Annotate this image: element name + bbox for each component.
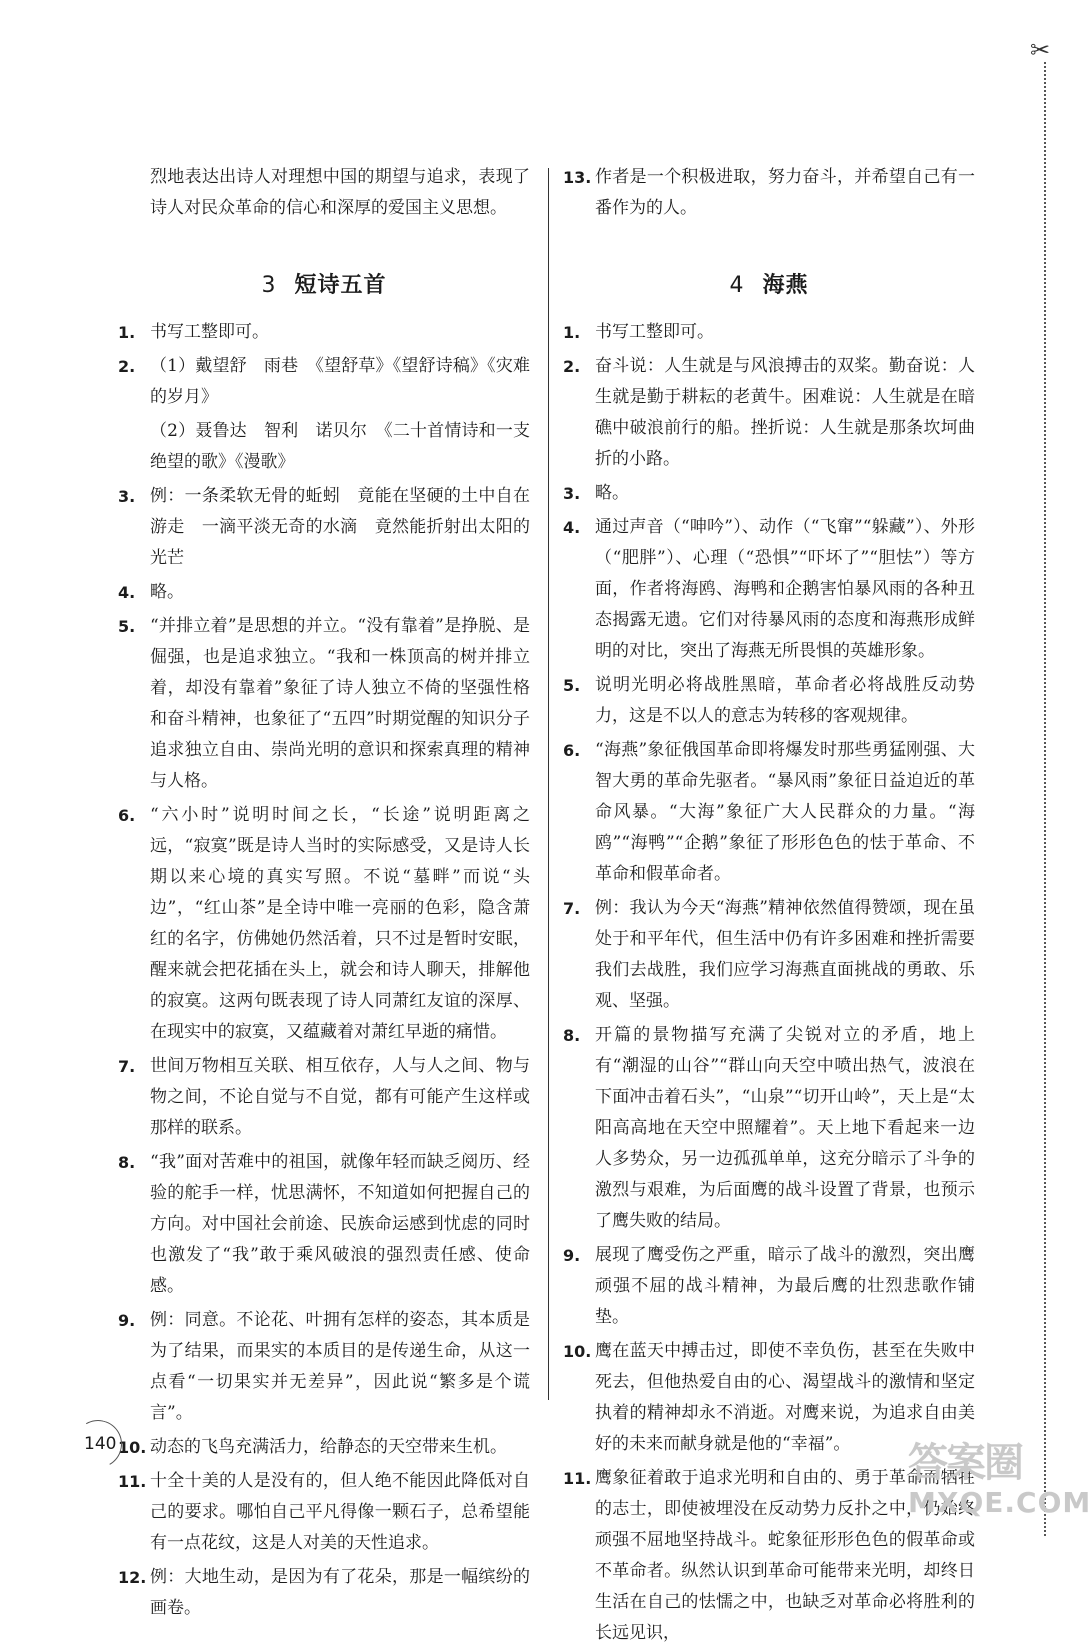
answer-item <box>118 317 530 348</box>
answer-item <box>563 893 975 1017</box>
watermark-line1: 答案圈 <box>908 1440 1022 1486</box>
answer-item <box>563 512 975 667</box>
item-number: 1. <box>118 323 136 342</box>
item-number: 8. <box>563 1026 581 1045</box>
item-number: 1. <box>563 323 581 342</box>
item-number: 13. <box>563 168 592 187</box>
watermark-line2: MXQE.COM <box>908 1486 1092 1519</box>
item-number: 9. <box>118 1311 136 1330</box>
section-title-3 <box>118 268 530 299</box>
item-number: 12. <box>118 1568 147 1587</box>
scissors-icon: ✂ <box>1030 36 1051 64</box>
item-number: 2. <box>563 357 581 376</box>
item-text: 鹰在蓝天中搏击过，即使不幸负伤，甚至在失败中死去，但他热爱自由的心、渴望战斗的激情和坚定执着的精神却永不消逝。对鹰来说，为追求自由美好的未来而献身就是他的“幸福”。 <box>595 1341 975 1454</box>
answer-item <box>118 1305 530 1429</box>
answer-item <box>118 577 530 608</box>
answer-subitem: （2）聂鲁达 智利 诺贝尔 《二十首情诗和一支绝望的歌》《漫歌》 <box>150 421 530 472</box>
item-text: “我”面对苦难中的祖国，就像年轻而缺乏阅历、经验的舵手一样，忧思满怀，不知道如何把握自己的方向。对中国社会前途、民族命运感到忧虑的同时也激发了“我”敢于乘风破浪的强烈责任感、使命感。 <box>150 1152 530 1296</box>
item-text: 通过声音（“呻吟”）、动作（“飞窜”“躲藏”）、外形（“肥胖”）、心理（“恐惧”“吓坏了”“胆怯”）等方面，作者将海鸥、海鸭和企鹅害怕暴风雨的各种丑态揭露无遗。它们对待暴风雨的态度和海燕形成鲜明的对比，突出了海燕无所畏惧的英雄形象。 <box>595 517 975 661</box>
answer-item <box>118 351 530 413</box>
item-number: 4. <box>563 518 581 537</box>
answer-item <box>563 478 975 509</box>
item-text: “海燕”象征俄国革命即将爆发时那些勇猛刚强、大智大勇的革命先驱者。“暴风雨”象征日益迫近的革命风暴。“大海”象征广大人民群众的力量。“海鸥”“海鸭”“企鹅”象征了形形色色的怯于革命、不革命和假革命者。 <box>595 740 975 884</box>
section-title-4 <box>563 268 975 299</box>
item-text: 展现了鹰受伤之严重，暗示了战斗的激烈，突出鹰顽强不屈的战斗精神，为最后鹰的壮烈悲歌作铺垫。 <box>595 1245 975 1327</box>
section-number: 3 <box>261 273 277 298</box>
answer-item <box>118 481 530 574</box>
item-number: 10. <box>563 1342 592 1361</box>
item-text: 略。 <box>150 582 184 602</box>
item-number: 6. <box>563 741 581 760</box>
item-text: 动态的飞鸟充满活力，给静态的天空带来生机。 <box>150 1437 507 1457</box>
item-text: 开篇的景物描写充满了尖锐对立的矛盾，地上有“潮湿的山谷”“群山向天空中喷出热气，波浪在下面冲击着石头”，“山泉”“切开山岭”，天上是“太阳高高地在天空中照耀着”。天上地下看起来一边人多势众，另一边孤孤单单，这充分暗示了斗争的激烈与艰难，为后面鹰的战斗设置了背景，也预示了鹰失败的结局。 <box>595 1025 975 1231</box>
item-number: 9. <box>563 1246 581 1265</box>
answer-item <box>118 1562 530 1624</box>
watermark-logo <box>908 1440 1092 1530</box>
answer-item <box>118 1147 530 1302</box>
item-number: 7. <box>563 899 581 918</box>
cut-line <box>1044 62 1046 1536</box>
item-number: 4. <box>118 583 136 602</box>
item-text: “并排立着”是思想的并立。“没有靠着”是挣脱、是倔强，也是追求独立。“我和一株顶高的树并排立着，却没有靠着”象征了诗人独立不倚的坚强性格和奋斗精神，也象征了“五四”时期觉醒的知识分子追求独立自由、崇尚光明的意识和探索真理的精神与人格。 <box>150 616 530 791</box>
section-title-text: 海燕 <box>762 273 809 298</box>
answer-item <box>118 1466 530 1559</box>
answer-item <box>563 735 975 890</box>
column-divider <box>548 168 549 1400</box>
left-column <box>118 162 530 1624</box>
answer-item <box>563 1020 975 1237</box>
answer-item <box>118 1432 530 1463</box>
item-number: 11. <box>118 1472 147 1491</box>
item-text: 作者是一个积极进取，努力奋斗，并希望自己有一番作为的人。 <box>595 167 975 218</box>
item-text: 例：大地生动，是因为有了花朵，那是一幅缤纷的画卷。 <box>150 1567 530 1618</box>
item-text: “六小时”说明时间之长，“长途”说明距离之远，“寂寞”既是诗人当时的实际感受，又是诗人长期以来心境的真实写照。不说“墓畔”而说“头边”，“红山茶”是全诗中唯一亮丽的色彩，隐含萧红的名字，仿佛她仍然活着，只不过是暂时安眠，醒来就会把花插在头上，就会和诗人聊天，排解他的寂寞。这两句既表现了诗人同萧红友谊的深厚、在现实中的寂寞，又蕴藏着对萧红早逝的痛惜。 <box>150 805 530 1042</box>
item-text: 书写工整即可。 <box>150 322 269 342</box>
item-number: 2. <box>118 357 136 376</box>
item-text: 书写工整即可。 <box>595 322 714 342</box>
item-number: 5. <box>118 617 136 636</box>
item-number: 3. <box>118 487 136 506</box>
answer-item <box>118 611 530 797</box>
answer-item <box>118 800 530 1048</box>
item-text: 十全十美的人是没有的，但人绝不能因此降低对自己的要求。哪怕自己平凡得像一颗石子，总希望能有一点花纹，这是人对美的天性追求。 <box>150 1471 530 1553</box>
answer-item <box>563 351 975 475</box>
answer-item <box>118 1051 530 1144</box>
right-column <box>563 162 975 1649</box>
item-text: 奋斗说：人生就是与风浪搏击的双桨。勤奋说：人生就是勤于耕耘的老黄牛。困难说：人生就是在暗礁中破浪前行的船。挫折说：人生就是那条坎坷曲折的小路。 <box>595 356 975 469</box>
answer-item <box>563 162 975 224</box>
section-title-text: 短诗五首 <box>294 273 387 298</box>
item-number: 5. <box>563 676 581 695</box>
answer-item <box>563 670 975 732</box>
item-text: 说明光明必将战胜黑暗，革命者必将战胜反动势力，这是不以人的意志为转移的客观规律。 <box>595 675 975 726</box>
item-number: 3. <box>563 484 581 503</box>
left-intro-text: 烈地表达出诗人对理想中国的期望与追求，表现了诗人对民众革命的信心和深厚的爱国主义思想。 <box>150 167 530 218</box>
item-number: 6. <box>118 806 136 825</box>
item-number: 10. <box>118 1438 147 1457</box>
item-number: 11. <box>563 1469 592 1488</box>
item-text: 例：同意。不论花、叶拥有怎样的姿态，其本质是为了结果，而果实的本质目的是传递生命，从这一点看“一切果实并无差异”，因此说“繁多是个谎言”。 <box>150 1310 530 1423</box>
section-number: 4 <box>729 273 745 298</box>
item-text: 略。 <box>595 483 629 503</box>
answer-item <box>563 1240 975 1333</box>
item-number: 7. <box>118 1057 136 1076</box>
item-text: （1）戴望舒 雨巷 《望舒草》《望舒诗稿》《灾难的岁月》 <box>150 356 530 407</box>
item-text: 世间万物相互关联、相互依存，人与人之间、物与物之间，不论自觉与不自觉，都有可能产生这样或那样的联系。 <box>150 1056 530 1138</box>
item-text: 例：一条柔软无骨的蚯蚓 竟能在坚硬的土中自在游走 一滴平淡无奇的水滴 竟然能折射出太阳的光芒 <box>150 486 530 568</box>
item-text: 例：我认为今天“海燕”精神依然值得赞颂，现在虽处于和平年代，但生活中仍有许多困难和挫折需要我们去战胜，我们应学习海燕直面挑战的勇敢、乐观、坚强。 <box>595 898 975 1011</box>
answer-item <box>563 317 975 348</box>
page-number: 140 <box>84 1434 117 1454</box>
item-number: 8. <box>118 1153 136 1172</box>
item-text: 鹰象征着敢于追求光明和自由的、勇于革命而牺牲的志士，即使被埋没在反动势力反扑之中，仍始终顽强不屈地坚持战斗。蛇象征形形色色的假革命或不革命者。纵然认识到革命可能带来光明，却终日生活在自己的怯懦之中，也缺乏对革命必将胜利的长远见识， <box>595 1468 975 1643</box>
